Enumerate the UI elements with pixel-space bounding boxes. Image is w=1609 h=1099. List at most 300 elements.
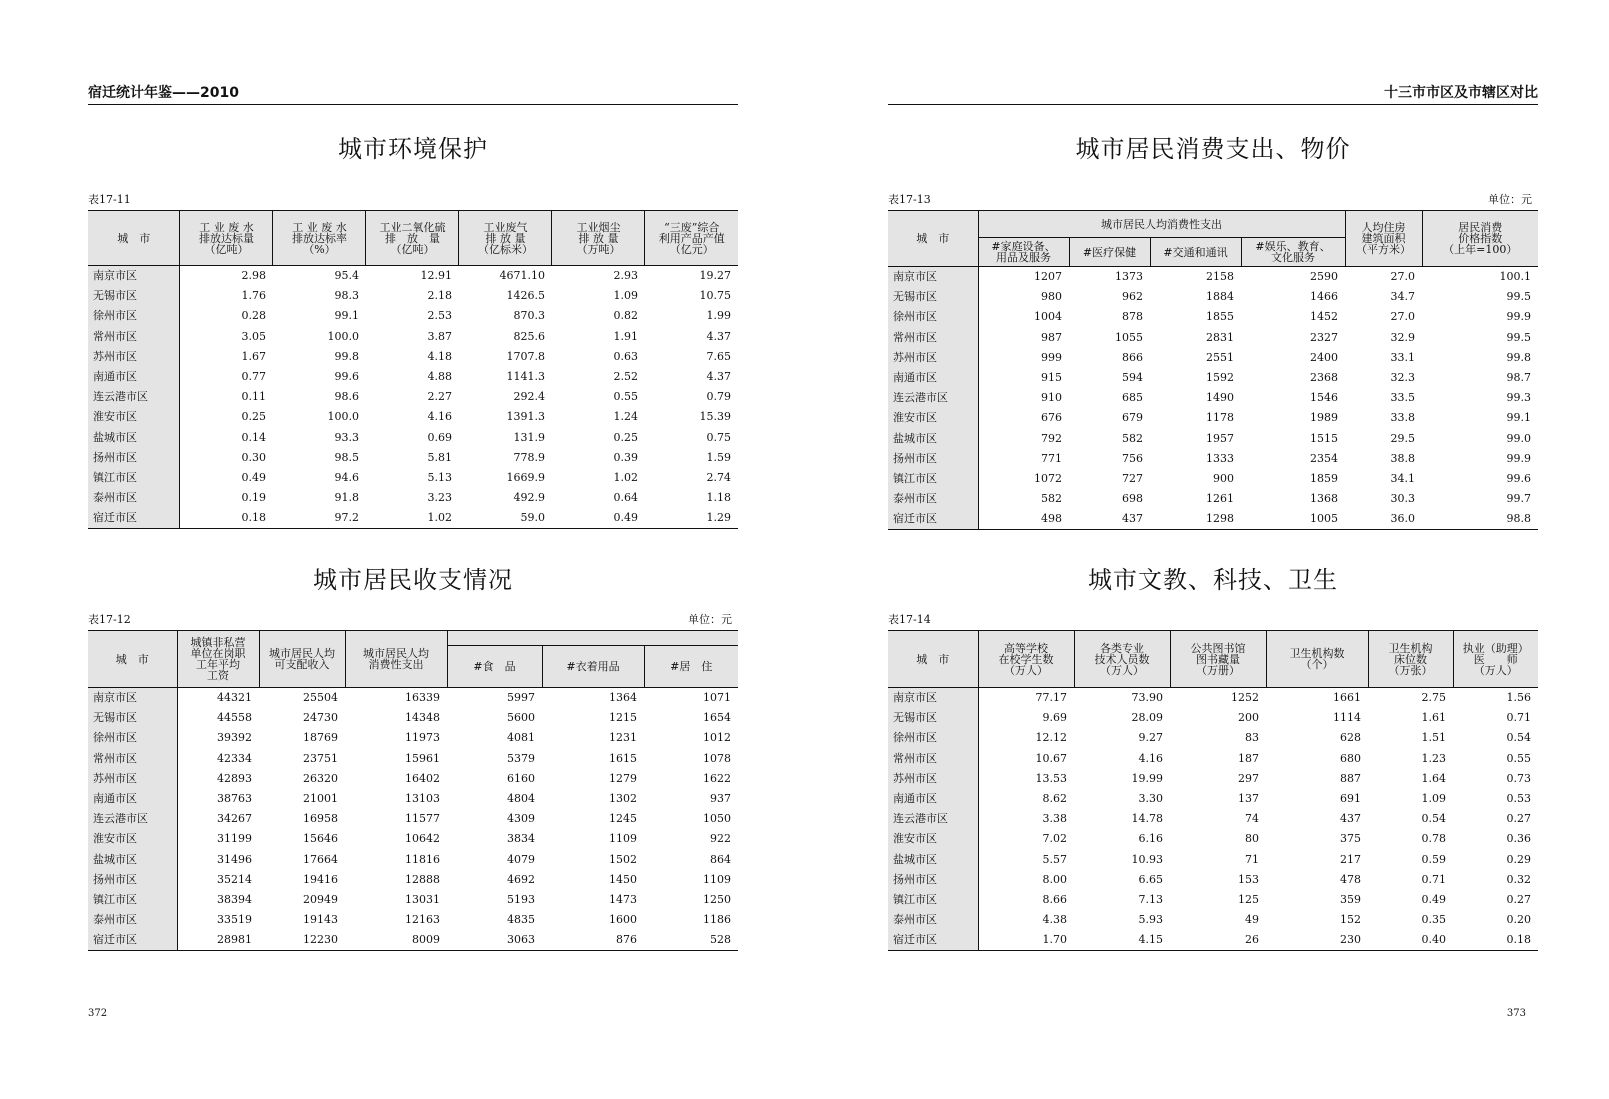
t13-value-cell: 98.7 bbox=[1506, 371, 1531, 385]
t14-value-cell: 1.23 bbox=[1421, 751, 1446, 765]
table-row bbox=[888, 850, 1538, 870]
t12-value-cell: 12888 bbox=[405, 872, 440, 886]
t12-value-cell: 1078 bbox=[703, 751, 731, 765]
t13-value-cell: 99.5 bbox=[1506, 330, 1531, 344]
t14-value-cell: 217 bbox=[1340, 852, 1361, 866]
t14-value-cell: 6.65 bbox=[1138, 872, 1163, 886]
t14-value-cell: 12.12 bbox=[1035, 731, 1067, 745]
table-row bbox=[88, 870, 738, 890]
t11-value-cell: 0.18 bbox=[180, 508, 273, 529]
t14-value-cell: 628 bbox=[1340, 731, 1361, 745]
t14-body bbox=[888, 688, 1538, 951]
t13-city-cell: 宿迁市区 bbox=[888, 509, 978, 530]
t12-value-cell: 16402 bbox=[405, 771, 440, 785]
t12-value-cell: 16339 bbox=[405, 691, 440, 705]
t11-value-cell: 0.19 bbox=[241, 491, 266, 505]
t14-value-cell: 153 bbox=[1238, 872, 1259, 886]
t12-value-cell: 12230 bbox=[259, 930, 345, 951]
t12-value-cell: 5997 bbox=[507, 691, 535, 705]
t14-value-cell: 7.13 bbox=[1138, 892, 1163, 906]
t12-value-cell: 1071 bbox=[703, 691, 731, 705]
t11-header-col-0: 城 市 bbox=[88, 211, 180, 266]
t12-value-cell: 1302 bbox=[609, 792, 637, 806]
t14-value-cell: 125 bbox=[1238, 892, 1259, 906]
t13-value-cell: 27.0 bbox=[1390, 310, 1415, 324]
t12-value-cell: 35214 bbox=[217, 872, 252, 886]
t11-value-cell: 0.64 bbox=[613, 491, 638, 505]
t13-city-cell: 苏州市区 bbox=[888, 348, 978, 368]
t14-value-cell: 71 bbox=[1245, 852, 1259, 866]
t12-value-cell: 38394 bbox=[217, 892, 252, 906]
table-row bbox=[88, 890, 738, 910]
t13-value-cell: 2354 bbox=[1310, 451, 1338, 465]
t11-city-cell: 南通市区 bbox=[88, 367, 180, 387]
t14-city-cell: 扬州市区 bbox=[888, 870, 978, 890]
table-row bbox=[88, 769, 738, 789]
t14-value-cell: 1.61 bbox=[1421, 711, 1446, 725]
page-number-right: 373 bbox=[1506, 1008, 1526, 1019]
t12-value-cell: 20949 bbox=[303, 892, 338, 906]
t14-value-cell: 83 bbox=[1245, 731, 1259, 745]
t11-body bbox=[88, 266, 738, 529]
t14-city-cell: 淮安市区 bbox=[888, 829, 978, 849]
t11-value-cell: 1707.8 bbox=[506, 349, 545, 363]
t13-header-transport: #交通和通讯 bbox=[1150, 238, 1241, 267]
t11-city-cell: 泰州市区 bbox=[88, 488, 180, 508]
t13-value-cell: 679 bbox=[1122, 411, 1143, 425]
t12-value-cell: 23751 bbox=[303, 751, 338, 765]
t11-value-cell: 19.27 bbox=[699, 269, 731, 283]
t11-header-row bbox=[88, 211, 738, 266]
t13-value-cell: 1005 bbox=[1241, 509, 1345, 530]
t13-header-housing-area: 人均住房 建筑面积 （平方米） bbox=[1345, 211, 1422, 267]
t13-value-cell: 878 bbox=[1122, 310, 1143, 324]
t13-value-cell: 792 bbox=[1041, 431, 1062, 445]
table-row bbox=[88, 708, 738, 728]
t14-value-cell: 0.78 bbox=[1421, 832, 1446, 846]
t12-value-cell: 33519 bbox=[217, 913, 252, 927]
t13-value-cell: 2368 bbox=[1310, 371, 1338, 385]
t11-value-cell: 0.49 bbox=[241, 470, 266, 484]
t11-city-cell: 徐州市区 bbox=[88, 306, 180, 326]
t12-value-cell: 28981 bbox=[177, 930, 259, 951]
t12-value-cell: 5193 bbox=[507, 892, 535, 906]
t13-city-cell: 徐州市区 bbox=[888, 307, 978, 327]
table-row bbox=[888, 789, 1538, 809]
t11-value-cell: 7.65 bbox=[706, 349, 731, 363]
t13-value-cell: 1055 bbox=[1115, 330, 1143, 344]
table-row bbox=[888, 408, 1538, 428]
t11-value-cell: 2.18 bbox=[427, 289, 452, 303]
table-row bbox=[888, 287, 1538, 307]
t11-value-cell: 1.59 bbox=[706, 450, 731, 464]
t11-value-cell: 12.91 bbox=[420, 269, 452, 283]
table-row bbox=[88, 809, 738, 829]
t12-value-cell: 31199 bbox=[217, 832, 252, 846]
t11-header-col-4: 工业废气 排 放 量 （亿标米） bbox=[459, 211, 552, 266]
t14-value-cell: 187 bbox=[1238, 751, 1259, 765]
t14-value-cell: 0.73 bbox=[1506, 771, 1531, 785]
t11-value-cell: 3.23 bbox=[427, 491, 452, 505]
t14-value-cell: 297 bbox=[1238, 771, 1259, 785]
t14-header-col-1: 高等学校 在校学生数 （万人） bbox=[978, 631, 1074, 688]
t11-value-cell: 97.2 bbox=[273, 508, 366, 529]
t14-value-cell: 1114 bbox=[1333, 711, 1361, 725]
t13-value-cell: 1466 bbox=[1310, 290, 1338, 304]
t11-value-cell: 1.91 bbox=[613, 329, 638, 343]
t13-value-cell: 1859 bbox=[1310, 471, 1338, 485]
t13-meta bbox=[888, 192, 1538, 208]
t11-value-cell: 292.4 bbox=[513, 390, 545, 404]
t12-city-cell: 连云港市区 bbox=[88, 809, 177, 829]
t12-title: 城市居民收支情况 bbox=[313, 566, 513, 594]
t11-value-cell: 100.0 bbox=[327, 410, 359, 424]
t12-body bbox=[88, 688, 738, 951]
t14-value-cell: 680 bbox=[1340, 751, 1361, 765]
table-row bbox=[88, 387, 738, 407]
t14-header-col-2: 各类专业 技术人员数 （万人） bbox=[1074, 631, 1170, 688]
t14-value-cell: 0.54 bbox=[1506, 731, 1531, 745]
t13-value-cell: 2551 bbox=[1206, 350, 1234, 364]
t12-value-cell: 4081 bbox=[507, 731, 535, 745]
t13-value-cell: 962 bbox=[1122, 290, 1143, 304]
table-row bbox=[888, 489, 1538, 509]
t13-value-cell: 698 bbox=[1122, 492, 1143, 506]
t11-value-cell: 0.55 bbox=[613, 390, 638, 404]
t11-value-cell: 0.49 bbox=[552, 508, 645, 529]
t14-value-cell: 0.20 bbox=[1506, 913, 1531, 927]
t14-value-cell: 478 bbox=[1340, 872, 1361, 886]
t11-city-cell: 宿迁市区 bbox=[88, 508, 180, 529]
t13-value-cell: 36.0 bbox=[1345, 509, 1422, 530]
t13-value-cell: 437 bbox=[1069, 509, 1150, 530]
t14-value-cell: 3.38 bbox=[1042, 812, 1067, 826]
t14-city-cell: 镇江市区 bbox=[888, 890, 978, 910]
table-row bbox=[888, 708, 1538, 728]
t12-value-cell: 14348 bbox=[405, 711, 440, 725]
t14-value-cell: 0.36 bbox=[1506, 832, 1531, 846]
t13-value-cell: 1490 bbox=[1206, 391, 1234, 405]
t13-value-cell: 1373 bbox=[1115, 270, 1143, 284]
t11-value-cell: 0.30 bbox=[241, 450, 266, 464]
t12-value-cell: 6160 bbox=[507, 771, 535, 785]
t14-header-col-6: 执业（助理） 医 师 （万人） bbox=[1453, 631, 1538, 688]
t12-value-cell: 4309 bbox=[507, 812, 535, 826]
t11-value-cell: 4671.10 bbox=[499, 269, 545, 283]
t14-value-cell: 2.75 bbox=[1421, 691, 1446, 705]
t12-value-cell: 1250 bbox=[703, 892, 731, 906]
t11-value-cell: 0.69 bbox=[427, 430, 452, 444]
t12-value-cell: 10642 bbox=[405, 832, 440, 846]
t14-header-col-3: 公共图书馆 图书藏量 （万册） bbox=[1170, 631, 1266, 688]
t14-city-cell: 南通市区 bbox=[888, 789, 978, 809]
table-row bbox=[888, 769, 1538, 789]
t14-value-cell: 10.67 bbox=[1035, 751, 1067, 765]
table-row bbox=[888, 870, 1538, 890]
t13-label: 表17-13 bbox=[888, 193, 931, 206]
t11-value-cell: 4.37 bbox=[706, 370, 731, 384]
t11-table bbox=[88, 210, 738, 529]
t11-city-cell: 淮安市区 bbox=[88, 407, 180, 427]
table-row bbox=[888, 328, 1538, 348]
t11-value-cell: 1426.5 bbox=[506, 289, 545, 303]
t13-value-cell: 1298 bbox=[1150, 509, 1241, 530]
right-page bbox=[888, 0, 1538, 1099]
table-row bbox=[88, 266, 738, 287]
t11-value-cell: 5.81 bbox=[427, 450, 452, 464]
table-row bbox=[888, 469, 1538, 489]
t13-value-cell: 34.7 bbox=[1390, 290, 1415, 304]
t14-city-cell: 无锡市区 bbox=[888, 708, 978, 728]
t14-value-cell: 0.32 bbox=[1506, 872, 1531, 886]
t14-city-cell: 盐城市区 bbox=[888, 850, 978, 870]
t12-header-city: 城 市 bbox=[88, 631, 177, 688]
t13-header-household: #家庭设备、 用品及服务 bbox=[978, 238, 1069, 267]
t12-value-cell: 1615 bbox=[609, 751, 637, 765]
t11-value-cell: 91.8 bbox=[334, 491, 359, 505]
t12-value-cell: 1473 bbox=[609, 892, 637, 906]
table-row bbox=[88, 508, 738, 529]
t11-value-cell: 4.16 bbox=[427, 410, 452, 424]
table-row bbox=[888, 890, 1538, 910]
t14-value-cell: 0.71 bbox=[1421, 872, 1446, 886]
t11-value-cell: 1.18 bbox=[706, 491, 731, 505]
t14-value-cell: 9.27 bbox=[1138, 731, 1163, 745]
t12-meta bbox=[88, 612, 738, 628]
t11-value-cell: 131.9 bbox=[513, 430, 545, 444]
table-row bbox=[888, 688, 1538, 709]
t12-value-cell: 11577 bbox=[405, 812, 440, 826]
t13-city-cell: 扬州市区 bbox=[888, 449, 978, 469]
t14-value-cell: 1.09 bbox=[1421, 792, 1446, 806]
t14-header-col-5: 卫生机构 床位数 （万张） bbox=[1368, 631, 1453, 688]
t12-city-cell: 镇江市区 bbox=[88, 890, 177, 910]
t14-value-cell: 5.57 bbox=[1042, 852, 1067, 866]
t13-value-cell: 1884 bbox=[1206, 290, 1234, 304]
t13-value-cell: 99.9 bbox=[1506, 310, 1531, 324]
t11-value-cell: 0.28 bbox=[241, 309, 266, 323]
t11-value-cell: 2.93 bbox=[613, 269, 638, 283]
t12-value-cell: 19143 bbox=[303, 913, 338, 927]
t11-value-cell: 1669.9 bbox=[506, 470, 545, 484]
t13-value-cell: 987 bbox=[1041, 330, 1062, 344]
t13-value-cell: 1592 bbox=[1206, 371, 1234, 385]
t13-city-cell: 盐城市区 bbox=[888, 429, 978, 449]
t11-value-cell: 59.0 bbox=[459, 508, 552, 529]
t14-value-cell: 5.93 bbox=[1138, 913, 1163, 927]
t13-value-cell: 32.3 bbox=[1390, 371, 1415, 385]
t12-value-cell: 922 bbox=[710, 832, 731, 846]
t12-value-cell: 1050 bbox=[703, 812, 731, 826]
t12-header-spend: 城市居民人均 消费性支出 bbox=[345, 631, 447, 688]
t14-label: 表17-14 bbox=[888, 613, 931, 626]
t13-value-cell: 99.9 bbox=[1506, 451, 1531, 465]
t13-value-cell: 1368 bbox=[1310, 492, 1338, 506]
t13-value-cell: 582 bbox=[1122, 431, 1143, 445]
t13-value-cell: 498 bbox=[978, 509, 1069, 530]
t14-value-cell: 8.00 bbox=[1042, 872, 1067, 886]
t11-value-cell: 0.77 bbox=[241, 370, 266, 384]
t14-city-cell: 常州市区 bbox=[888, 749, 978, 769]
t14-value-cell: 0.49 bbox=[1421, 892, 1446, 906]
t12-value-cell: 15646 bbox=[303, 832, 338, 846]
t11-header-col-3: 工业二氧化硫 排 放 量 （亿吨） bbox=[366, 211, 459, 266]
t13-header-city: 城 市 bbox=[888, 211, 978, 267]
t11-value-cell: 0.63 bbox=[613, 349, 638, 363]
t14-value-cell: 4.38 bbox=[1042, 913, 1067, 927]
t14-value-cell: 13.53 bbox=[1035, 771, 1067, 785]
table-row bbox=[88, 829, 738, 849]
t12-value-cell: 1231 bbox=[609, 731, 637, 745]
t14-value-cell: 1.64 bbox=[1421, 771, 1446, 785]
t13-value-cell: 771 bbox=[1041, 451, 1062, 465]
table-row bbox=[88, 286, 738, 306]
table-row bbox=[888, 429, 1538, 449]
t11-value-cell: 95.4 bbox=[334, 269, 359, 283]
t14-value-cell: 0.59 bbox=[1421, 852, 1446, 866]
t13-value-cell: 99.8 bbox=[1506, 350, 1531, 364]
t11-value-cell: 93.3 bbox=[334, 430, 359, 444]
t14-value-cell: 887 bbox=[1340, 771, 1361, 785]
t13-value-cell: 27.0 bbox=[1390, 270, 1415, 284]
t14-value-cell: 200 bbox=[1238, 711, 1259, 725]
t13-value-cell: 33.5 bbox=[1390, 391, 1415, 405]
table-row bbox=[88, 347, 738, 367]
t13-city-cell: 镇江市区 bbox=[888, 469, 978, 489]
t12-value-cell: 1450 bbox=[609, 872, 637, 886]
t13-value-cell: 1004 bbox=[1034, 310, 1062, 324]
t13-value-cell: 99.1 bbox=[1506, 411, 1531, 425]
t11-value-cell: 1.24 bbox=[613, 410, 638, 424]
table-row bbox=[88, 789, 738, 809]
t13-header-medical: #医疗保健 bbox=[1069, 238, 1150, 267]
t14-value-cell: 9.69 bbox=[1042, 711, 1067, 725]
t11-value-cell: 5.13 bbox=[427, 470, 452, 484]
t13-city-cell: 连云港市区 bbox=[888, 388, 978, 408]
t11-city-cell: 镇江市区 bbox=[88, 468, 180, 488]
t12-value-cell: 42893 bbox=[217, 771, 252, 785]
t13-header-leisure: #娱乐、教育、 文化服务 bbox=[1241, 238, 1345, 267]
t13-value-cell: 1546 bbox=[1310, 391, 1338, 405]
t12-header-housing: #居 住 bbox=[644, 646, 738, 688]
t12-city-cell: 淮安市区 bbox=[88, 829, 177, 849]
t12-city-cell: 泰州市区 bbox=[88, 910, 177, 930]
t12-unit: 单位：元 bbox=[688, 613, 732, 626]
t11-value-cell: 1141.3 bbox=[506, 370, 545, 384]
t11-value-cell: 98.5 bbox=[334, 450, 359, 464]
t14-value-cell: 0.35 bbox=[1421, 913, 1446, 927]
t14-value-cell: 1.51 bbox=[1421, 731, 1446, 745]
t11-value-cell: 825.6 bbox=[513, 329, 545, 343]
t12-value-cell: 31496 bbox=[217, 852, 252, 866]
t11-value-cell: 4.88 bbox=[427, 370, 452, 384]
t13-city-cell: 无锡市区 bbox=[888, 287, 978, 307]
t13-value-cell: 29.5 bbox=[1390, 431, 1415, 445]
t11-value-cell: 492.9 bbox=[513, 491, 545, 505]
t12-table bbox=[88, 630, 738, 951]
t13-value-cell: 34.1 bbox=[1390, 471, 1415, 485]
t12-value-cell: 1215 bbox=[609, 711, 637, 725]
t14-value-cell: 691 bbox=[1340, 792, 1361, 806]
t12-value-cell: 1012 bbox=[703, 731, 731, 745]
t12-value-cell: 25504 bbox=[303, 691, 338, 705]
t12-city-cell: 宿迁市区 bbox=[88, 930, 177, 951]
t11-meta bbox=[88, 192, 738, 208]
t14-header-col-0: 城 市 bbox=[888, 631, 978, 688]
t14-value-cell: 4.16 bbox=[1138, 751, 1163, 765]
t14-city-cell: 连云港市区 bbox=[888, 809, 978, 829]
t11-value-cell: 778.9 bbox=[513, 450, 545, 464]
t12-city-cell: 徐州市区 bbox=[88, 728, 177, 748]
table-row bbox=[888, 267, 1538, 288]
t14-value-cell: 0.53 bbox=[1506, 792, 1531, 806]
table-row bbox=[88, 327, 738, 347]
t14-value-cell: 230 bbox=[1266, 930, 1368, 951]
t14-value-cell: 0.54 bbox=[1421, 812, 1446, 826]
t12-value-cell: 4804 bbox=[507, 792, 535, 806]
t13-value-cell: 2590 bbox=[1310, 270, 1338, 284]
t12-value-cell: 16958 bbox=[303, 812, 338, 826]
t13-value-cell: 594 bbox=[1122, 371, 1143, 385]
left-page bbox=[88, 0, 738, 1099]
table-row bbox=[88, 728, 738, 748]
t12-header-clothing: #衣着用品 bbox=[542, 646, 644, 688]
t12-city-cell: 南通市区 bbox=[88, 789, 177, 809]
t13-value-cell: 915 bbox=[1041, 371, 1062, 385]
t13-header-group: 城市居民人均消费性支出 bbox=[978, 211, 1345, 238]
table-row bbox=[888, 388, 1538, 408]
t12-city-cell: 无锡市区 bbox=[88, 708, 177, 728]
t13-unit: 单位：元 bbox=[1488, 193, 1532, 206]
t13-value-cell: 2831 bbox=[1206, 330, 1234, 344]
t11-city-cell: 盐城市区 bbox=[88, 428, 180, 448]
t12-value-cell: 19416 bbox=[303, 872, 338, 886]
t13-value-cell: 1452 bbox=[1310, 310, 1338, 324]
t12-value-cell: 5379 bbox=[507, 751, 535, 765]
t12-value-cell: 1186 bbox=[703, 913, 731, 927]
t14-value-cell: 137 bbox=[1238, 792, 1259, 806]
t14-value-cell: 74 bbox=[1245, 812, 1259, 826]
t11-city-cell: 南京市区 bbox=[88, 266, 180, 287]
t14-value-cell: 0.18 bbox=[1453, 930, 1538, 951]
t14-header-row bbox=[888, 631, 1538, 688]
t14-header-col-4: 卫生机构数 （个） bbox=[1266, 631, 1368, 688]
t14-value-cell: 375 bbox=[1340, 832, 1361, 846]
t12-value-cell: 24730 bbox=[303, 711, 338, 725]
t12-value-cell: 42334 bbox=[217, 751, 252, 765]
t13-value-cell: 99.0 bbox=[1506, 431, 1531, 445]
t14-value-cell: 1252 bbox=[1231, 691, 1259, 705]
t11-city-cell: 无锡市区 bbox=[88, 286, 180, 306]
t12-value-cell: 21001 bbox=[303, 792, 338, 806]
table-row bbox=[888, 749, 1538, 769]
t14-value-cell: 0.55 bbox=[1506, 751, 1531, 765]
table-row bbox=[88, 306, 738, 326]
t12-value-cell: 44321 bbox=[217, 691, 252, 705]
t11-value-cell: 1391.3 bbox=[506, 410, 545, 424]
t12-value-cell: 12163 bbox=[405, 913, 440, 927]
running-head-left: 宿迁统计年鉴——2010 bbox=[88, 84, 738, 105]
t11-value-cell: 0.14 bbox=[241, 430, 266, 444]
t14-value-cell: 437 bbox=[1340, 812, 1361, 826]
t11-value-cell: 1.76 bbox=[241, 289, 266, 303]
t12-value-cell: 8009 bbox=[345, 930, 447, 951]
t13-value-cell: 900 bbox=[1213, 471, 1234, 485]
t11-value-cell: 0.25 bbox=[613, 430, 638, 444]
t14-value-cell: 8.66 bbox=[1042, 892, 1067, 906]
t12-city-cell: 扬州市区 bbox=[88, 870, 177, 890]
t11-value-cell: 0.79 bbox=[706, 390, 731, 404]
